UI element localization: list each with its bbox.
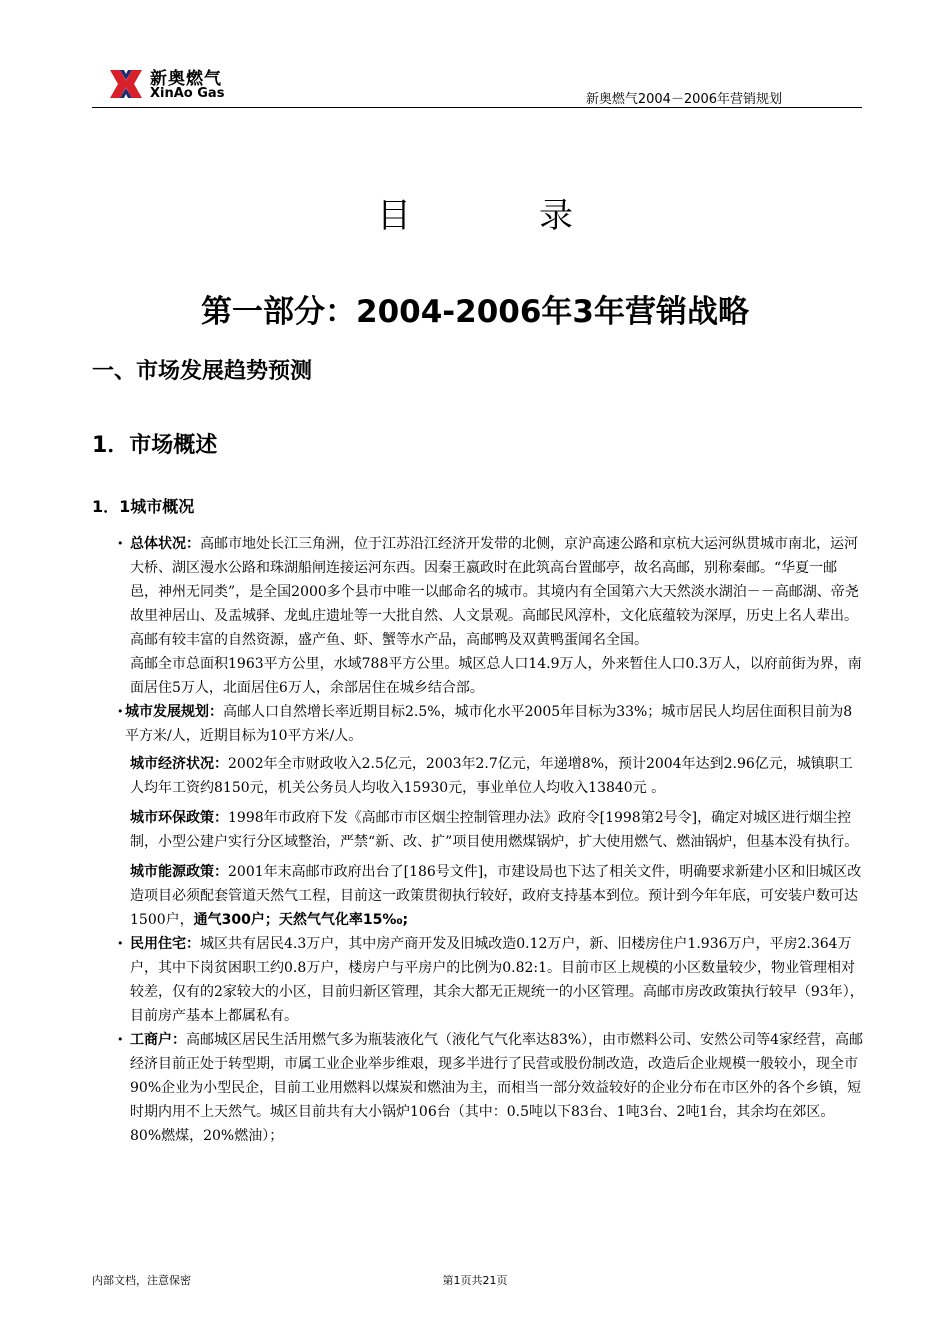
section-heading: 一、市场发展趋势预测 xyxy=(92,359,313,384)
header-divider xyxy=(92,107,862,108)
paragraph-text: 高邮市地处长江三角洲，位于江苏沿江经济开发带的北侧，京沪高速公路和京杭大运河纵贯城市南北，运河大桥、湖区漫水公路和珠湖船闸连接运河东西。因秦王嬴政时在此筑高台置邮亭，故名高邮，别称秦邮。“华夏一邮邑，神州无同类”，是全国2000多个县市中唯一以邮命名的城市。其境内有全国第六大天然淡水湖泊－－高邮湖、帝尧故里神居山、及盂城驿、龙虬庄遗址等一大批自然、人文景观。高邮民风淳朴，文化底蕴较为深厚，历史上名人辈出。高邮有较丰富的自然资源，盛产鱼、虾、蟹等水产品，高邮鸭及双黄鸭蛋闻名全国。 xyxy=(130,536,859,648)
paragraph-text: 城区共有居民4.3万户，其中房产商开发及旧城改造0.12万户，新、旧楼房住户1.936万户，平房2.364万户，其中下岗贫困职工约0.8万户，楼房户与平房户的比例为0.82:1。目前市区上规模的小区数量较少，物业管理相对较差，仅有的2家较大的小区，目前归新区管理，其余大都无正规统一的小区管理。高邮市房改政策执行较早（93年），目前房产基本上都属私有。 xyxy=(130,936,864,1024)
paragraph-label: 民用住宅： xyxy=(130,936,200,952)
paragraph-text: 高邮全市总面积1963平方公里，水域788平方公里。城区总人口14.9万人，外来暂住人口0.3万人，以府前街为界，南面居住5万人，北面居住6万人，余部居住在城乡结合部。 xyxy=(130,656,862,696)
paragraph-label: 工商户： xyxy=(130,1032,186,1048)
page-number: 第1页共21页 xyxy=(442,1274,508,1287)
paragraph-label: 城市发展规划： xyxy=(125,704,223,720)
paragraph-label: 城市环保政策： xyxy=(130,810,228,826)
paragraph-text: 高邮人口自然增长率近期目标2.5%，城市化水平2005年目标为33%；城市居民人均居住面积目前为8平方米/人，近期目标为10平方米/人。 xyxy=(125,704,853,744)
toc-heading: 目录 xyxy=(377,196,701,236)
paragraph-text: 2002年全市财政收入2.5亿元，2003年2.7亿元，年递增8%，预计2004年达到2.96亿元，城镇职工人均年工资约8150元，机关公务员人均收入15930元，事业单位人均收入13840元 。 xyxy=(130,756,853,796)
part-title: 第一部分：2004-2006年3年营销战略 xyxy=(201,294,749,330)
paragraph-energy xyxy=(130,860,865,932)
paragraph-residential xyxy=(117,932,865,1028)
subsubsection-heading: 1．1城市概况 xyxy=(92,497,195,516)
bullet-icon: • xyxy=(117,537,124,550)
paragraph-emphasis: 通气300户；天然气气化率15‰; xyxy=(193,912,409,928)
paragraph-text: 高邮城区居民生活用燃气多为瓶装液化气（液化气气化率达83%），由市燃料公司、安然公司等4家经营，高邮经济目前正处于转型期，市属工业企业举步维艰，现多半进行了民营或股份制改造，改造后企业规模一般较小，现全市90%企业为小型民企，目前工业用燃料以煤炭和燃油为主，而相当一部分效益较好的企业分布在市区外的各个乡镇，短时期内用不上天然气。城区目前共有大小锅炉106台（其中：0.5吨以下83台、1吨3台、2吨1台，其余均在郊区。80%燃煤，20%燃油）； xyxy=(130,1032,864,1144)
paragraph-planning xyxy=(117,700,860,748)
bullet-icon: • xyxy=(117,937,124,950)
xinao-logo-icon xyxy=(106,64,146,104)
subsection-heading: 1．市场概述 xyxy=(92,433,218,458)
paragraph-general xyxy=(117,532,865,700)
bullet-icon: • xyxy=(117,705,124,718)
brand-name-en: XinAo Gas xyxy=(150,86,225,101)
bullet-icon: • xyxy=(117,1033,124,1046)
brand-name-cn: 新奥燃气 xyxy=(150,69,222,89)
body-content xyxy=(117,532,865,1148)
paragraph-label: 城市经济状况： xyxy=(130,756,228,772)
paragraph-text: 2001年末高邮市政府出台了[186号文件]，市建设局也下达了相关文件，明确要求新建小区和旧城区改造项目必须配套管道天然气工程，目前这一政策贯彻执行较好，政府支持基本到位。预计到今年年底，可安装户数可达1500户， xyxy=(130,864,862,928)
paragraph-label: 总体状况： xyxy=(130,536,200,552)
paragraph-text: 1998年市政府下发《高邮市市区烟尘控制管理办法》政府令[1998第2号令]，确定对城区进行烟尘控制，小型公建户实行分区域整治，严禁“新、改、扩”项目使用燃煤锅炉，扩大使用燃气、燃油锅炉，但基本没有执行。 xyxy=(130,810,859,850)
page-header xyxy=(0,0,950,110)
paragraph-label: 城市能源政策： xyxy=(130,864,228,880)
paragraph-environment xyxy=(130,806,865,854)
document-title: 新奥燃气2004－2006年营销规划 xyxy=(585,92,782,107)
paragraph-economy xyxy=(130,752,865,800)
paragraph-commercial xyxy=(117,1028,865,1148)
confidential-note: 内部文档，注意保密 xyxy=(92,1274,191,1287)
